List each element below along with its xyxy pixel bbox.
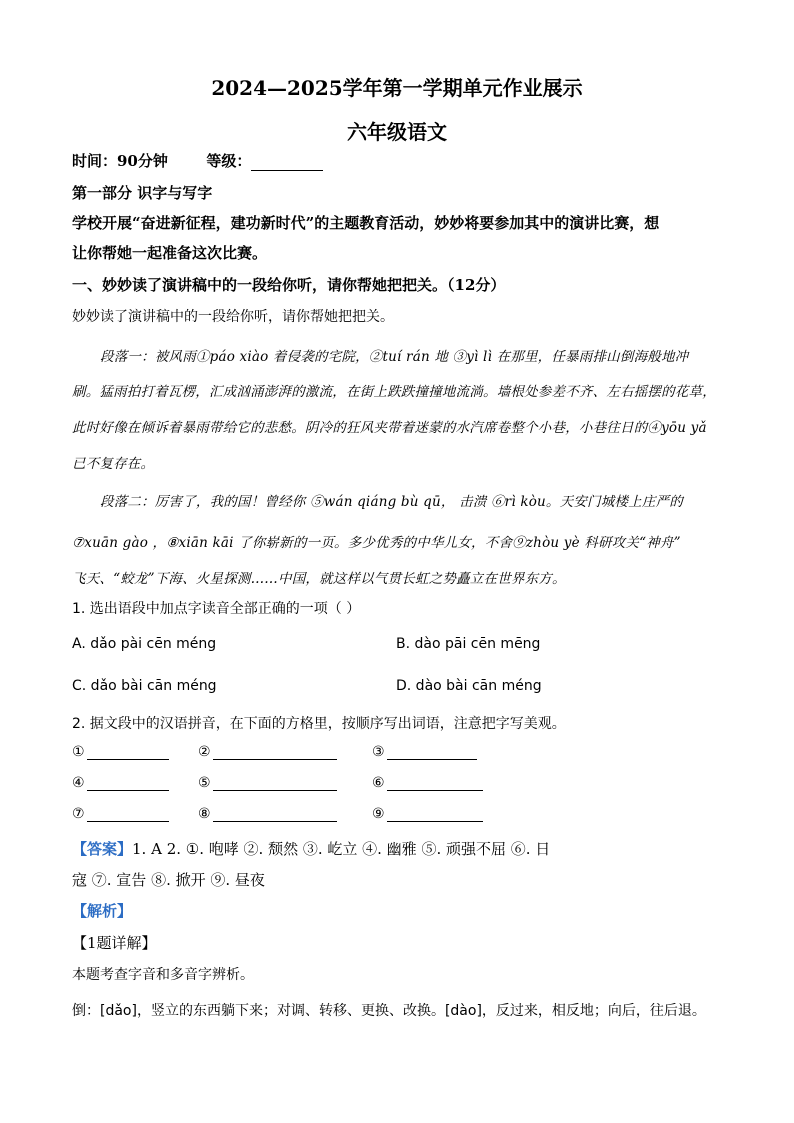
answer-line2: 寇 ⑦. 宣告 ⑧. 掀开 ⑨. 昼夜 (72, 871, 265, 889)
option-a[interactable]: A. dǎo pài cēn méng (72, 636, 217, 652)
analysis-line1: 本题考查字音和多音字辨析。 (72, 967, 254, 983)
answer-blank-3[interactable]: ③ (372, 744, 477, 760)
part1-title: 第一部分 识字与写字 (72, 184, 213, 202)
answer-blank-9[interactable]: ⑨ (372, 806, 483, 822)
grade-label: 等级： (206, 152, 252, 170)
option-b[interactable]: B. dào pāi cēn mēng (396, 636, 541, 652)
option-c[interactable]: C. dǎo bài cān méng (72, 678, 217, 694)
answer-blank-2[interactable]: ② (198, 744, 337, 760)
answer-blank-5[interactable]: ⑤ (198, 775, 337, 791)
option-d[interactable]: D. dào bài cān méng (396, 678, 542, 694)
answer-blank-6[interactable]: ⑥ (372, 775, 483, 791)
detail-label: 【1题详解】 (72, 934, 157, 952)
time-label: 时间：90分钟 (72, 152, 168, 170)
question-subline: 妙妙读了演讲稿中的一段给你听，请你帮她把把关。 (72, 309, 394, 325)
question2-stem: 2. 据文段中的汉语拼音，在下面的方格里，按顺序写出词语，注意把字写美观。 (72, 716, 566, 732)
analysis-label: 【解析】 (72, 902, 133, 920)
exam-meta (72, 150, 323, 171)
passage1-line4: 已不复存在。 (72, 456, 155, 472)
question1-stem: 1. 选出语段中加点字读音全部正确的一项（ ） (72, 601, 361, 617)
analysis-line2: 倒：[dǎo]，竖立的东西躺下来；对调、转移、更换、改换。[dào]，反过来，相反地；向后，往后退。 (72, 1003, 706, 1019)
answer-blank-1[interactable]: ① (72, 744, 169, 760)
passage1-line1: 段落一：被风雨①páo xiào 着侵袭的宅院，②tuí rán 地 ③yì lì 在那里，任暴雨排山倒海般地冲 (100, 349, 689, 365)
answer-blank-8[interactable]: ⑧ (198, 806, 337, 822)
passage2-line3: 飞天、“蛟龙”下海、火星探测……中国，就这样以气贯长虹之势矗立在世界东方。 (72, 571, 566, 587)
page-title: 2024—2025学年第一学期单元作业展示 (211, 76, 583, 100)
answer-label: 【答案】 (72, 840, 133, 858)
answer-blank-7[interactable]: ⑦ (72, 806, 169, 822)
grade-blank[interactable] (251, 155, 323, 171)
answer-line1 (72, 838, 550, 859)
page-subtitle: 六年级语文 (347, 120, 447, 144)
part1-intro-line1: 学校开展“奋进新征程，建功新时代”的主题教育活动，妙妙将要参加其中的演讲比赛，想 (72, 214, 660, 232)
passage1-line3: 此时好像在倾诉着暴雨带给它的悲愁。阴冷的狂风夹带着迷蒙的水汽席卷整个小巷，小巷往日的④yōu yǎ (72, 420, 707, 436)
answer-blank-4[interactable]: ④ (72, 775, 169, 791)
passage2-line1: 段落二：厉害了，我的国！曾经你 ⑤wán qiáng bù qū， 击溃 ⑥rì kòu。天安门城楼上庄严的 (100, 494, 683, 510)
question-heading: 一、妙妙读了演讲稿中的一段给你听，请你帮她把把关。（12分） (72, 276, 506, 294)
answer-text-1: 1. A 2. ①. 咆哮 ②. 颓然 ③. 屹立 ④. 幽雅 ⑤. 顽强不屈 ⑥. 日 (132, 840, 551, 858)
passage1-line2: 刷。猛雨拍打着瓦楞，汇成汹涌澎湃的激流，在街上跌跌撞撞地流淌。墙根处参差不齐、左右摇摆的花草， (72, 384, 716, 400)
passage2-line2: ⑦xuān gào ，⑧xiān kāi 了你崭新的一页。多少优秀的中华儿女，不舍⑨zhòu yè 科研攻关“神舟” (72, 535, 681, 551)
part1-intro-line2: 让你帮她一起准备这次比赛。 (72, 244, 268, 262)
